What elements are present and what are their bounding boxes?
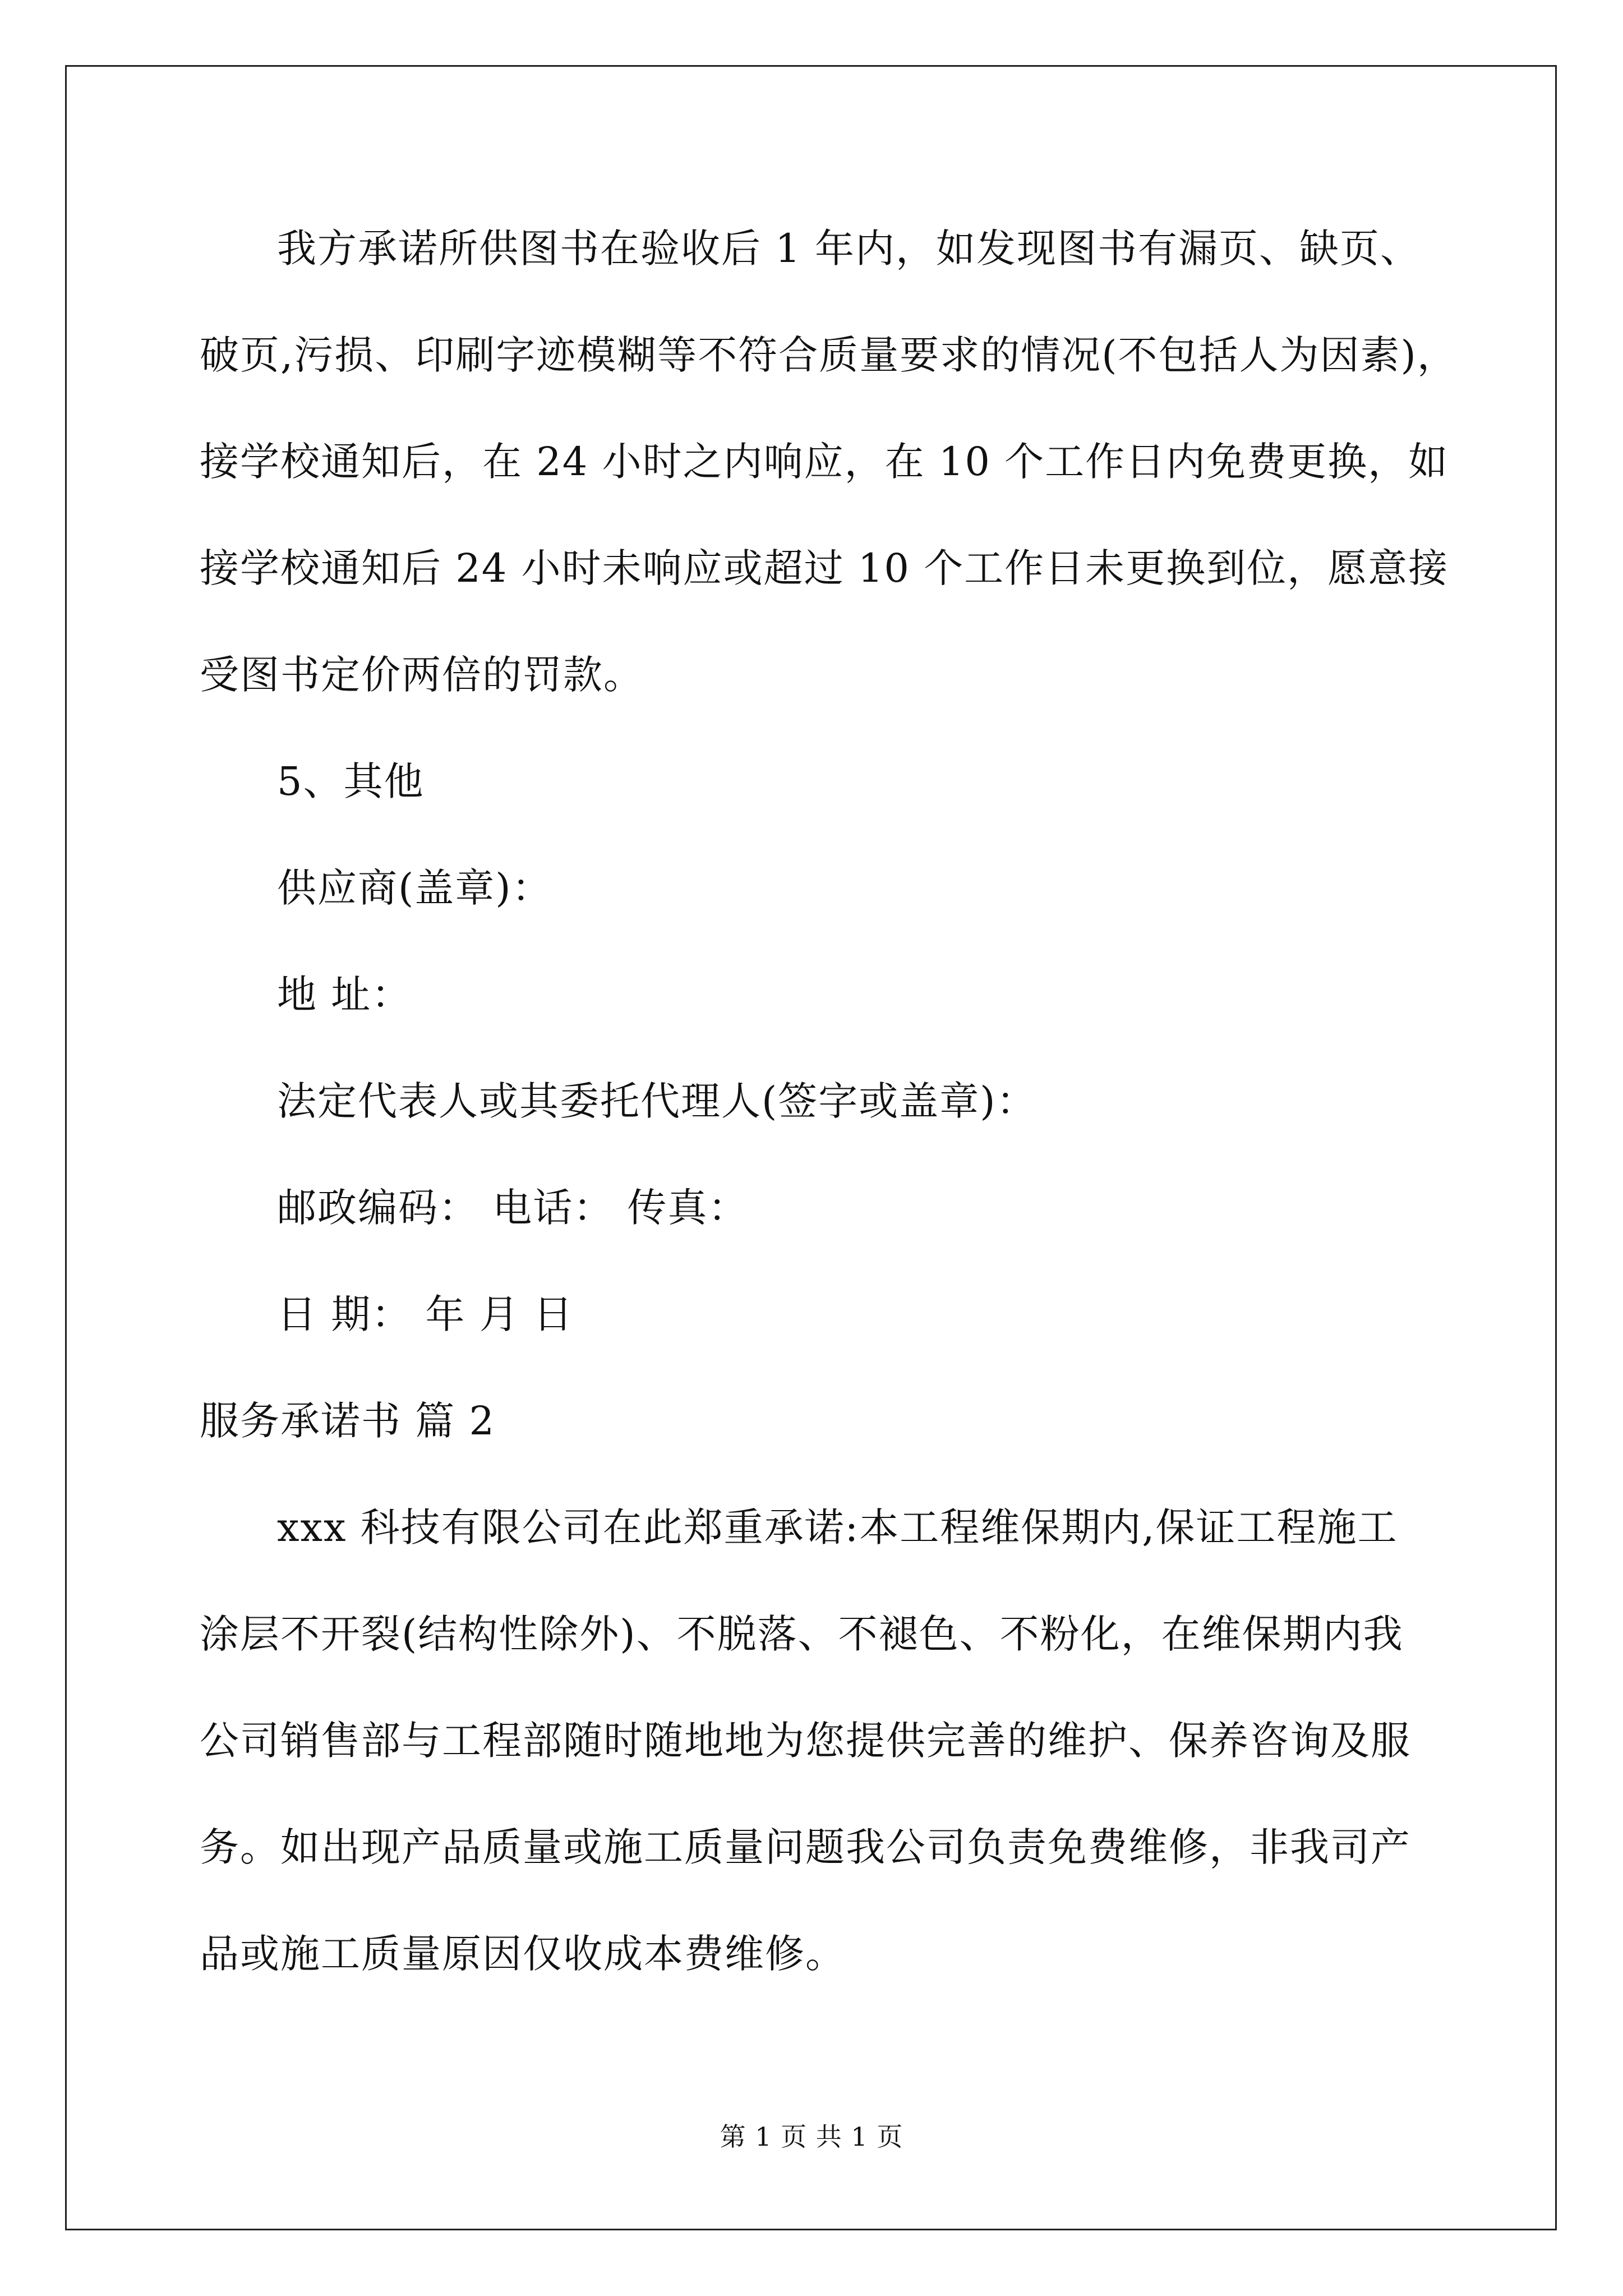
section-item-5: 5、其他: [277, 758, 425, 804]
address-label: 地 址：: [277, 972, 412, 1018]
section-heading: 服务承诺书 篇 2: [200, 1398, 496, 1444]
paragraph-line: 务。如出现产品质量或施工质量问题我公司负责免费维修，非我司产: [200, 1824, 1411, 1870]
paragraph-line: 品或施工质量原因仅收成本费维修。: [200, 1931, 846, 1977]
supplier-label: 供应商(盖章)：: [277, 865, 552, 911]
paragraph-line: xxx 科技有限公司在此郑重承诺:本工程维保期内,保证工程施工: [277, 1504, 1398, 1550]
paragraph-line: 受图书定价两倍的罚款。: [200, 652, 644, 698]
paragraph-line: 涂层不开裂(结构性除外)、不脱落、不褪色、不粉化，在维保期内我: [200, 1611, 1404, 1657]
paragraph-line: 破页,污损、印刷字迹模糊等不符合质量要求的情况(不包括人为因素)，: [200, 332, 1458, 378]
date-label: 日 期： 年 月 日: [277, 1291, 574, 1337]
contact-info-label: 邮政编码： 电话： 传真：: [277, 1185, 749, 1231]
paragraph-line: 接学校通知后，在 24 小时之内响应，在 10 个工作日内免费更换，如: [200, 439, 1449, 485]
legal-representative-label: 法定代表人或其委托代理人(签字或盖章)：: [277, 1078, 1037, 1124]
page-border: [65, 65, 1557, 2230]
paragraph-line: 我方承诺所供图书在验收后 1 年内，如发现图书有漏页、缺页、: [277, 226, 1421, 272]
paragraph-line: 公司销售部与工程部随时随地地为您提供完善的维护、保养咨询及服: [200, 1718, 1411, 1764]
page-footer: 第 1 页 共 1 页: [720, 2122, 903, 2152]
paragraph-line: 接学校通知后 24 小时未响应或超过 10 个工作日未更换到位，愿意接: [200, 545, 1449, 591]
